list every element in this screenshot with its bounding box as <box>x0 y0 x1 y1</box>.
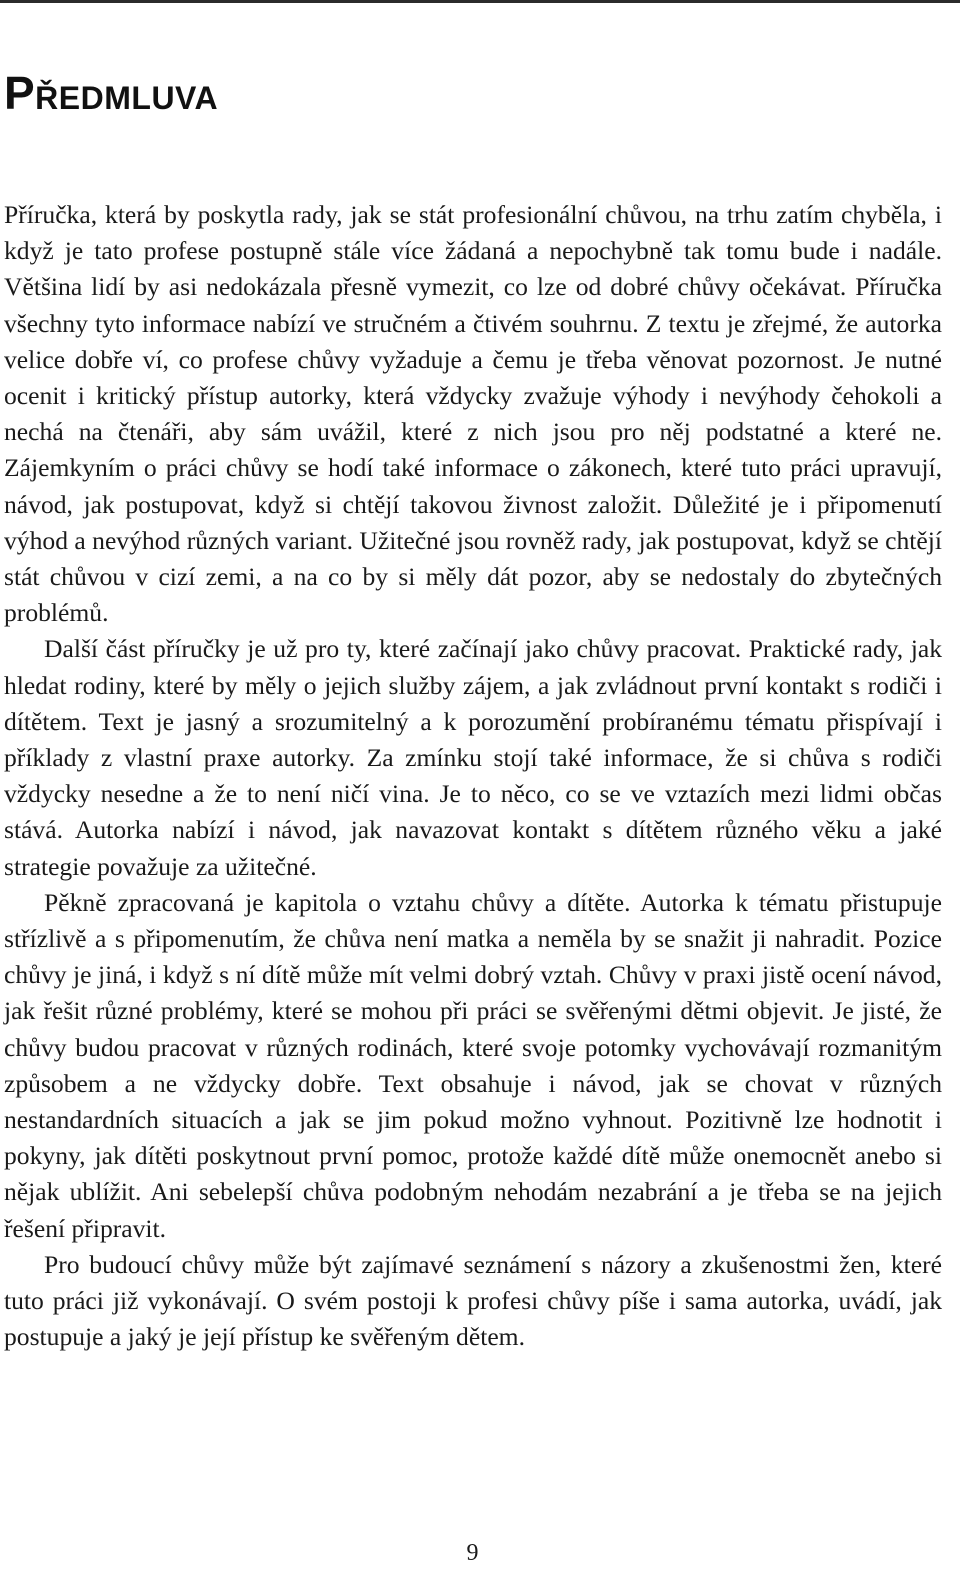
page-number: 9 <box>466 1540 479 1566</box>
paragraph: Pro budoucí chůvy může být zajímavé seznámení s názory a zkušenostmi žen, které tuto práci již vykonávají. O svém postoji k profesi chůvy píše i sama autorka, uvádí, jak postupuje a jaký je její přístup ke svěřeným dětem. <box>4 1249 942 1352</box>
body-text <box>4 197 942 1356</box>
paragraph: Příručka, která by poskytla rady, jak se stát profesionální chůvou, na trhu zatím chyběla, i když je tato profese postupně stále více žádaná a nepochybně tak tomu bude i nadále. Většina lidí by asi nedokázala přesně vymezit, co lze od dobré chůvy očekávat. Příručka všechny tyto informace nabízí ve stručném a čtivém souhrnu. Z textu je zřejmé, že autorka velice dobře ví, co profese chůvy vyžaduje a čemu je třeba věnovat pozornost. Je nutné ocenit i kritický přístup autorky, která vždycky zvažuje výhody i nevýhody čehokoli a nechá na čtenáři, aby sám uvážil, které z nich jsou pro něj podstatné a které ne. Zájemkyním o práci chůvy se hodí také informace o zákonech, které tuto práci upravují, návod, jak postupovat, když si chtějí takovou živnost založit. Důležité je i připomenutí výhod a nevýhod různých variant. Užitečné jsou rovněž rady, jak postupovat, když se chtějí stát chůvou v cizí zemi, a na co by si měly dát pozor, aby se nedostaly do zbytečných problémů. <box>4 200 942 628</box>
paragraph: Pěkně zpracovaná je kapitola o vztahu chůvy a dítěte. Autorka k tématu přistupuje střízlivě a s připomenutím, že chůva není matka a neměla by se snažit ji nahradit. Pozice chůvy je jiná, i když s ní dítě může mít velmi dobrý vztah. Chůvy v praxi jistě ocení návod, jak řešit různé problémy, které se mohou při práci se svěřenými dětmi objevit. Je jisté, že chůvy budou pracovat v různých rodinách, které svoje potomky vychovávají rozmanitým způsobem a ne vždycky dobře. Text obsahuje i návod, jak se chovat v různých nestandardních situacích a jak se jim pokud možno vyhnout. Pozitivně lze hodnotit i pokyny, jak dítěti poskytnout první pomoc, protože každé dítě může onemocnět anebo si nějak ublížit. Ani sebelepší chůva podobným nehodám nezabrání a je třeba se na jejich řešení připravit. <box>4 887 942 1243</box>
page-title: Předmluva <box>4 67 219 119</box>
paragraph: Další část příručky je už pro ty, které začínají jako chůvy pracovat. Praktické rady, jak hledat rodiny, které by měly o jejich služby zájem, a jak zvládnout první kontakt s rodiči i dítětem. Text je jasný a srozumitelný a k porozumění probíranému tématu přispívají i příklady z vlastní praxe autorky. Za zmínku stojí také informace, že si chůva s rodiči vždycky nesedne a že to není ničí vina. Je to něco, co se ve vztazích mezi lidmi občas stává. Autorka nabízí i návod, jak navazovat kontakt s dítětem různého věku a jaké strategie považuje za užitečné. <box>4 634 942 881</box>
top-rule <box>0 0 960 3</box>
